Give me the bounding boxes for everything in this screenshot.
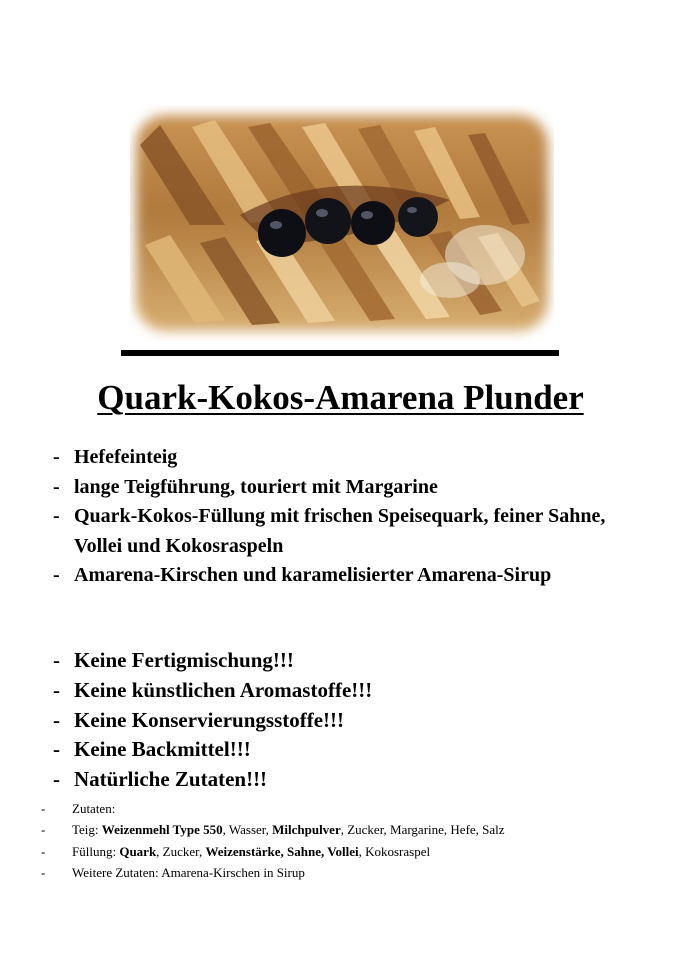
divider-rule <box>121 350 559 356</box>
list-item: - Natürliche Zutaten!!! <box>53 765 372 795</box>
list-item: - Keine Fertigmischung!!! <box>53 646 372 676</box>
bullet-dash: - <box>53 446 60 468</box>
list-item: - Keine Konservierungsstoffe!!! <box>53 706 372 736</box>
feature-list <box>53 443 634 591</box>
bullet-dash: - <box>53 475 60 498</box>
bullet-dash: - <box>53 648 60 672</box>
page-title: Quark-Kokos-Amarena Plunder <box>97 378 584 417</box>
list-item: - Quark-Kokos-Füllung mit frischen Speisequark, feiner Sahne, Vollei und Kokosraspeln <box>53 502 634 561</box>
bullet-dash: - <box>53 767 60 792</box>
bullet-dash: - <box>41 864 46 880</box>
bullet-dash: - <box>53 707 60 732</box>
list-item: - Hefefeinteig <box>53 443 634 473</box>
list-item: - Amarena-Kirschen und karamelisierter Amarena-Sirup <box>53 561 634 591</box>
list-item: - Keine Backmittel!!! <box>53 735 372 765</box>
bullet-dash: - <box>53 677 60 702</box>
bullet-dash: - <box>41 801 46 816</box>
ingredients-list <box>41 798 505 883</box>
bullet-dash: - <box>41 843 46 859</box>
bullet-dash: - <box>41 822 46 838</box>
list-item: - Weitere Zutaten: Amarena-Kirschen in Sirup <box>41 862 505 883</box>
bullet-dash: - <box>53 737 60 762</box>
list-item <box>41 798 505 819</box>
list-item: - Keine künstlichen Aromastoffe!!! <box>53 676 372 706</box>
ingredients-heading: Zutaten: <box>72 801 116 816</box>
bullet-dash: - <box>53 505 60 527</box>
list-item: - lange Teigführung, touriert mit Margarine <box>53 473 634 503</box>
list-item: - Teig: Weizenmehl Type 550, Wasser, Milchpulver, Zucker, Margarine, Hefe, Salz <box>41 819 505 840</box>
bullet-dash: - <box>53 564 60 586</box>
list-item: - Füllung: Quark, Zucker, Weizenstärke, Sahne, Vollei, Kokosraspel <box>41 841 505 862</box>
claims-list <box>53 646 372 795</box>
pastry-photo <box>130 105 554 341</box>
